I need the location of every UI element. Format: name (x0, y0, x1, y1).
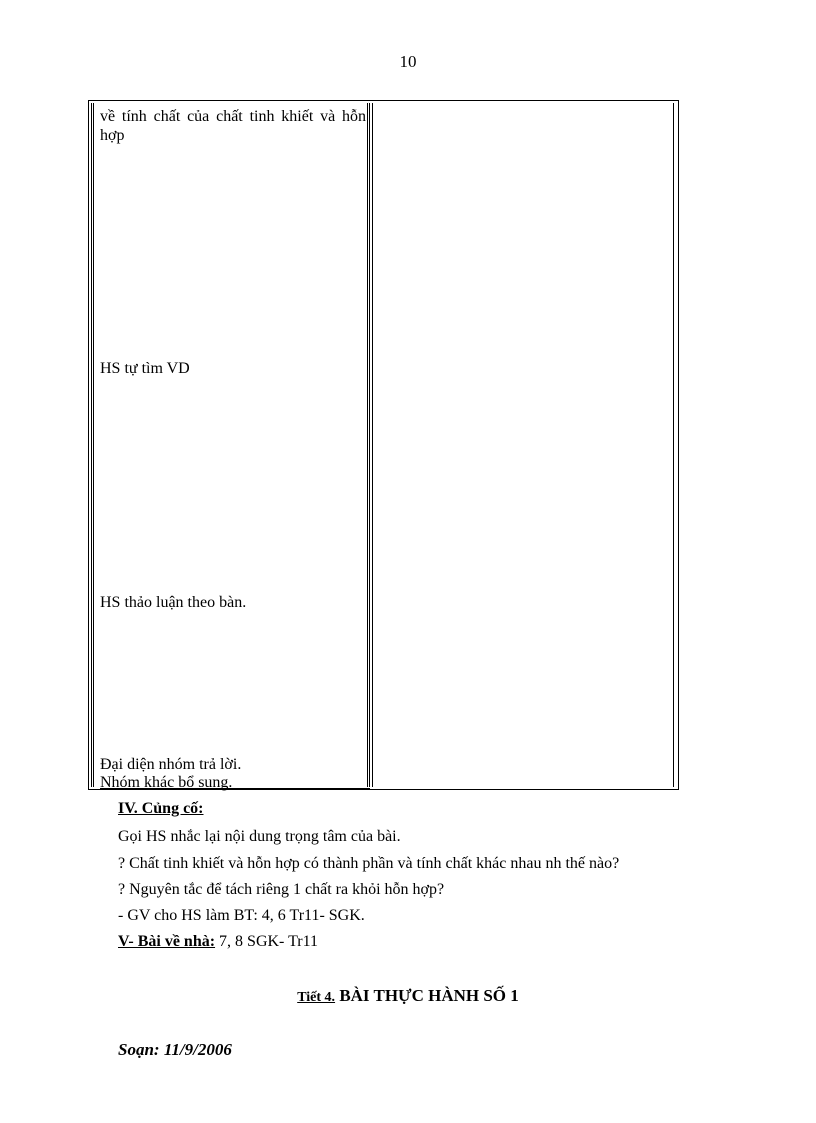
homework-heading: V- Bài về nhà: (118, 933, 216, 950)
consolidation-line-2: ? Chất tinh khiết và hỗn hợp có thành phần và tính chất khác nhau nh thế nào? (118, 855, 620, 872)
consolidation-line-1: Gọi HS nhắc lại nội dung trọng tâm của bài. (118, 828, 401, 845)
cell-bottom-rule (100, 788, 370, 789)
lesson-label: Tiết 4. (297, 990, 336, 1005)
consolidation-line-3: ? Nguyên tắc để tách riêng 1 chất ra khỏi hỗn hợp? (118, 881, 445, 898)
consolidation-heading: IV. Củng cố: (118, 800, 204, 817)
next-lesson-title (0, 986, 816, 1006)
activity-text-properties: về tính chất của chất tinh khiết và hỗn hợp (100, 108, 366, 144)
page-number: 10 (399, 52, 417, 71)
activity-text-discussion: HS thảo luận theo bàn. (100, 594, 247, 611)
activity-text-representative: Đại diện nhóm trả lời. (100, 756, 242, 773)
homework-text: 7, 8 SGK- Tr11 (215, 933, 319, 950)
activity-text-example: HS tự tìm VD (100, 360, 190, 377)
content-column (372, 103, 674, 787)
activity-text-other-groups: Nhóm khác bổ sung. (100, 774, 233, 791)
prepared-date: Soạn: 11/9/2006 (118, 1040, 232, 1059)
homework-line (118, 933, 318, 951)
lesson-table (88, 100, 679, 790)
consolidation-line-4: - GV cho HS làm BT: 4, 6 Tr11- SGK. (118, 907, 365, 924)
lesson-name: BÀI THỰC HÀNH SỐ 1 (335, 986, 519, 1005)
student-activity-column (91, 103, 370, 791)
